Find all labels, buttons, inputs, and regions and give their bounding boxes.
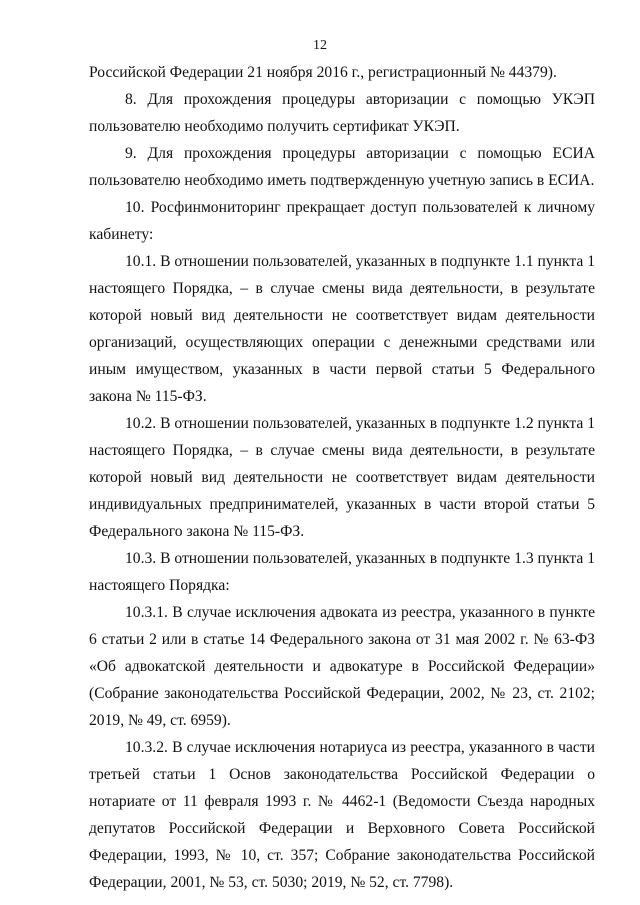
paragraph-8: 8. Для прохождения процедуры авторизации с помощью УКЭП пользователю необходимо получить сертификат УКЭП. xyxy=(89,91,595,135)
document-body xyxy=(89,59,595,896)
paragraph-10: 10. Росфинмониторинг прекращает доступ пользователей к личному кабинету: xyxy=(89,199,595,243)
paragraph-continuation: Российской Федерации 21 ноября 2016 г., регистрационный № 44379). xyxy=(89,64,557,81)
paragraph-10-2: 10.2. В отношении пользователей, указанных в подпункте 1.2 пункта 1 настоящего Порядка, – в случае смены вида деятельности, в результате которой новый вид деятельности не соответствует видам деятельности индивидуальных предпринимателей, указанных в части второй статьи 5 Федерального закона № 115-ФЗ. xyxy=(89,415,595,540)
paragraph-10-1: 10.1. В отношении пользователей, указанных в подпункте 1.1 пункта 1 настоящего Порядка, – в случае смены вида деятельности, в результате которой новый вид деятельности не соответствует видам деятельности организаций, осуществляющих операции с денежными средствами или иным имуществом, указанных в части первой статьи 5 Федерального закона № 115-ФЗ. xyxy=(89,253,595,405)
paragraph-9: 9. Для прохождения процедуры авторизации с помощью ЕСИА пользователю необходимо иметь подтвержденную учетную запись в ЕСИА. xyxy=(89,145,595,189)
page-number: 12 xyxy=(313,38,327,53)
paragraph-10-3-1: 10.3.1. В случае исключения адвоката из реестра, указанного в пункте 6 статьи 2 или в статье 14 Федерального закона от 31 мая 2002 г. № 63-ФЗ «Об адвокатской деятельности и адвокатуре в Российской Федерации» (Собрание законодательства Российской Федерации, 2002, № 23, ст. 2102; 2019, № 49, ст. 6959). xyxy=(89,604,595,729)
paragraph-10-3: 10.3. В отношении пользователей, указанных в подпункте 1.3 пункта 1 настоящего Порядка: xyxy=(89,550,595,594)
paragraph-10-3-2: 10.3.2. В случае исключения нотариуса из реестра, указанного в части третьей статьи 1 Основ законодательства Российской Федерации о нотариате от 11 февраля 1993 г. № 4462-1 (Ведомости Съезда народных депутатов Российской Федерации и Верховного Совета Российской Федерации, 1993, № 10, ст. 357; Собрание законодательства Российской Федерации, 2001, № 53, ст. 5030; 2019, № 52, ст. 7798). xyxy=(89,739,595,891)
